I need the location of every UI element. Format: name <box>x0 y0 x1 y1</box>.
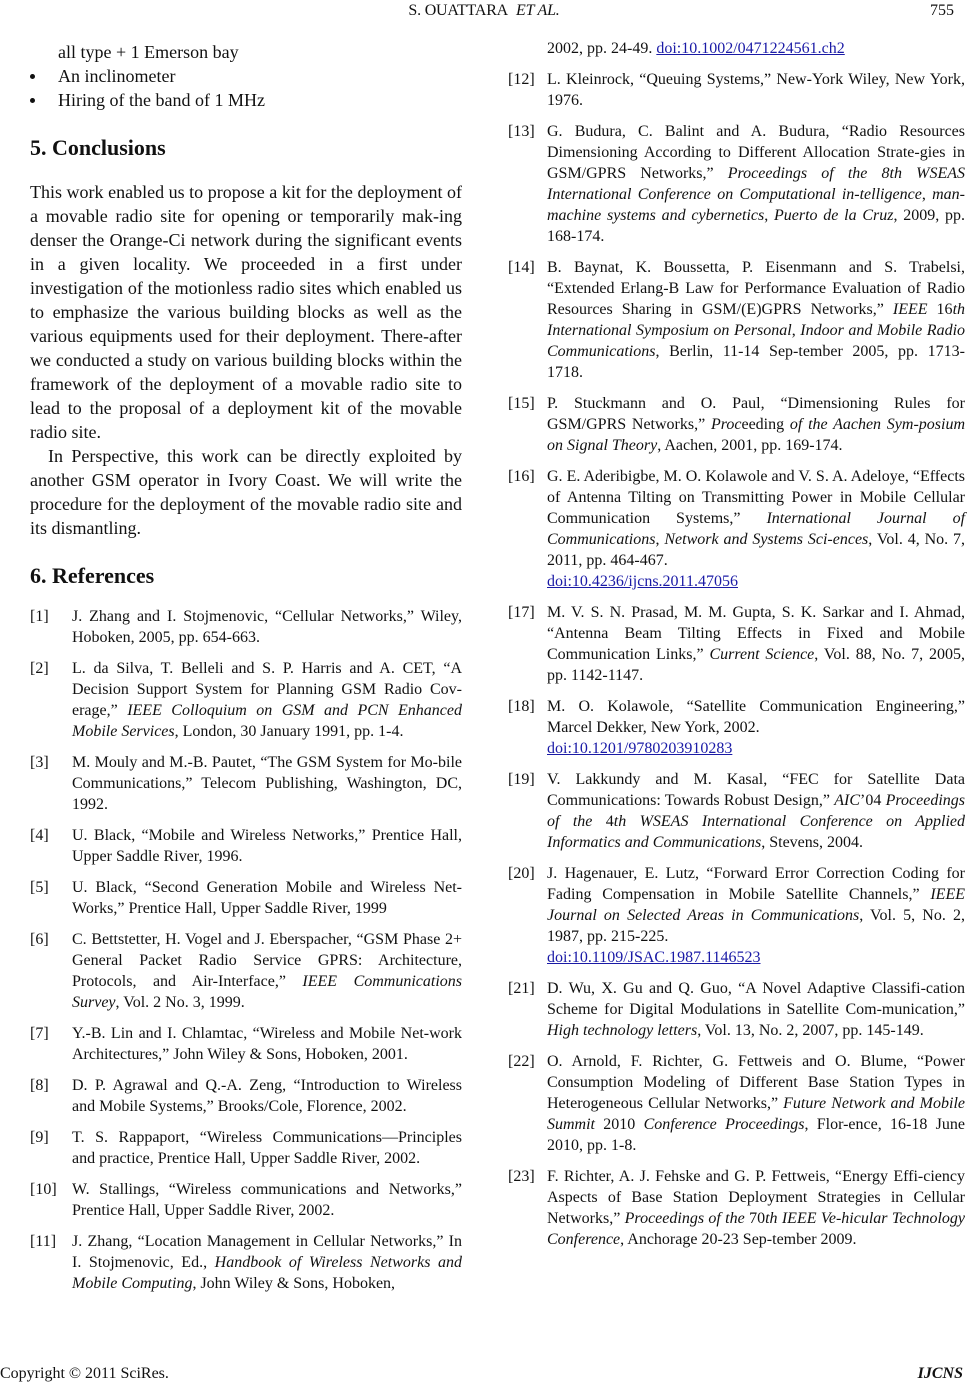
reference-text <box>547 769 965 853</box>
reference-continuation <box>508 38 965 59</box>
reference-number: [10] <box>30 1181 57 1198</box>
reference-italic-text: High technology letters <box>547 1022 698 1039</box>
page-number: 755 <box>930 2 954 19</box>
reference-text <box>72 877 462 919</box>
reference-item <box>508 769 965 853</box>
reference-text <box>547 121 965 247</box>
reference-text-segment: M. O. Kolawole, “Satellite Communication Engineering,” Marcel Dekker, New York, 2002. <box>547 698 965 736</box>
reference-list-right <box>508 38 965 1250</box>
reference-text <box>72 825 462 867</box>
doi-link[interactable]: doi:10.4236/ijcns.2011.47056 <box>547 573 738 590</box>
doi-link[interactable]: doi:10.1002/0471224561.ch2 <box>656 40 845 57</box>
reference-item <box>30 606 462 648</box>
reference-text-segment: , <box>655 531 665 548</box>
reference-text-segment: , <box>791 322 801 339</box>
reference-number: [23] <box>508 1168 535 1185</box>
doi-link[interactable]: doi:10.1109/JSAC.1987.1146523 <box>547 949 761 966</box>
reference-text-segment: 4 <box>605 813 614 830</box>
copyright-notice: Copyright © 2011 SciRes. <box>0 1365 169 1382</box>
reference-number: [1] <box>30 608 49 625</box>
reference-text <box>72 658 462 742</box>
reference-item <box>30 877 462 919</box>
reference-item <box>508 978 965 1041</box>
reference-item <box>508 696 965 759</box>
reference-text-segment: , Vol. 13, No. 2, 2007, pp. 145-149. <box>697 1022 924 1039</box>
reference-text-segment: J. Hagenauer, E. Lutz, “Forward Error Correction Coding for Fading Compensation in Mobile Satellite Channels,” <box>547 865 965 903</box>
reference-italic-text: IEEE Colloquium on GSM and PCN Enhanced Mobile Services <box>72 702 463 740</box>
reference-italic-text: IEEE <box>892 301 928 318</box>
header-author: S. OUATTARA <box>408 2 509 19</box>
reference-text <box>547 1166 965 1250</box>
reference-italic-text: Current Science <box>709 646 815 663</box>
reference-text-segment: , 2009, pp. 168-174. <box>547 207 966 245</box>
reference-number: [17] <box>508 604 535 621</box>
reference-item <box>30 658 462 742</box>
reference-number: [9] <box>30 1129 49 1146</box>
reference-item <box>508 466 965 592</box>
reference-text-segment: , Anchorage 20-23 Sep-tember 2009. <box>620 1231 857 1248</box>
doi-link[interactable]: doi:10.1201/9780203910283 <box>547 740 733 757</box>
reference-item <box>30 1075 462 1117</box>
reference-text <box>547 696 965 759</box>
reference-italic-text: Indoor and Mobile Radio Communications <box>547 322 966 360</box>
reference-italic-text: AIC <box>834 792 861 809</box>
reference-number: [21] <box>508 980 535 997</box>
left-column <box>30 40 462 1304</box>
reference-item <box>508 257 965 383</box>
reference-italic-text: th IEEE Ve-hicular Technology Conference <box>547 1210 966 1248</box>
journal-abbreviation: IJCNS <box>917 1365 963 1382</box>
reference-number: [8] <box>30 1077 49 1094</box>
reference-text-segment: eeding <box>741 416 790 433</box>
reference-text-segment: J. Zhang, “Location Management in Cellular Networks,” In I. Stojmenovic, Ed., <box>72 1233 462 1271</box>
reference-item <box>30 1179 462 1221</box>
equipment-list <box>30 64 462 112</box>
reference-text-segment: B. Baynat, K. Boussetta, P. Eisenmann and S. Trabelsi, “Extended Erlang-B Law for Performance Evaluation of Radio Resources Sharing in GSM/(E)GPRS Networks,” <box>547 259 965 318</box>
bullet-icon <box>30 74 35 79</box>
reference-item <box>508 69 965 111</box>
reference-text <box>72 1231 462 1294</box>
reference-text <box>547 257 965 383</box>
reference-item <box>508 121 965 247</box>
conclusions-paragraph-2: In Perspective, this work can be directly exploited by another GSM operator in Ivory Coast. We will write the procedure for the deployment of the movable radio site and its dismantling. <box>30 446 462 538</box>
reference-text <box>72 1075 462 1117</box>
reference-text-segment: U. Black, “Mobile and Wireless Networks,” Prentice Hall, Upper Saddle River, 1996. <box>72 827 462 865</box>
reference-text-segment: P. Stuckmann and O. Paul, “Dimensioning Rules for GSM/GPRS Networks,” <box>547 395 965 433</box>
reference-text-segment: , Berlin, 11-14 Sep-tember 2005, pp. 1713-1718. <box>547 343 965 381</box>
reference-text-segment: T. S. Rappaport, “Wireless Communications—Principles and practice, Prentice Hall, Upper Saddle River, 2002. <box>72 1129 462 1167</box>
reference-text-segment: , <box>764 207 774 224</box>
reference-text-segment: M. Mouly and M.-B. Pautet, “The GSM System for Mo-bile Communications,” Telecom Publishing, Washington, DC, 1992. <box>72 754 462 813</box>
reference-text-segment: , John Wiley & Sons, Hoboken, <box>192 1275 396 1292</box>
reference-item <box>508 1051 965 1156</box>
reference-italic-text: Proceedings of the <box>624 1210 750 1227</box>
reference-text-segment: D. P. Agrawal and Q.-A. Zeng, “Introduction to Wireless and Mobile Systems,” Brooks/Cole, Florence, 2002. <box>72 1077 462 1115</box>
reference-italic-text: man-machine systems and cybernetics <box>547 186 966 224</box>
reference-text-segment: , Flor-ence, 16-18 June 2010, pp. 1-8. <box>547 1116 966 1154</box>
bullet-icon <box>30 98 35 103</box>
conclusions-paragraph-1: This work enabled us to propose a kit for the deployment of a movable radio site for opening or temporarily mak-ing denser the Orange-Ci network during the significant events in a given locality. We proceeded in a first under investigation of the motionless radio sites which enabled us to emphasize the various building blocks as well as the various equipments used for their deployment. There-after we conducted a study on various building blocks within the framework of the deployment of a movable radio site to lead to the proposal of a deployment kit of the movable radio site. <box>30 182 462 442</box>
reference-text-segment: L. da Silva, T. Belleli and S. P. Harris and A. CET, “A Decision Support System for Planning GSM Radio Cov-erage,” <box>72 660 462 719</box>
reference-text <box>72 752 462 815</box>
reference-text-segment: , Vol. 88, No. 7, 2005, pp. 1142-1147. <box>547 646 966 684</box>
reference-italic-text: Proceedings of the <box>547 792 966 830</box>
reference-number: [14] <box>508 259 535 276</box>
reference-text-segment: , Vol. 5, No. 2, 1987, pp. 215-225. <box>547 907 966 945</box>
list-item: An inclinometer <box>30 64 462 88</box>
reference-item <box>30 752 462 815</box>
reference-item <box>30 1023 462 1065</box>
reference-list-left <box>30 606 462 1294</box>
reference-text-segment: C. Bettstetter, H. Vogel and J. Eberspacher, “GSM Phase 2+ General Packet Radio Service GPRS: Architecture, Protocols, and Air-Interface,” <box>72 931 462 990</box>
reference-item <box>30 1127 462 1169</box>
right-column <box>508 38 965 1260</box>
reference-text-segment: , Vol. 4, No. 7, 2011, pp. 464-467. <box>547 531 966 569</box>
reference-italic-text: Proceedings of the 8th WSEAS International Conference on Computational in-telligence <box>547 165 965 203</box>
reference-item <box>30 825 462 867</box>
reference-item <box>508 1166 965 1250</box>
reference-italic-text: IEEE Communications Survey <box>72 973 463 1011</box>
reference-number: [11] <box>30 1233 57 1250</box>
reference-text-segment: O. Arnold, F. Richter, G. Fettweis and O. Blume, “Power Consumption Modeling of Different Base Station Types in Heterogeneous Cellular Networks,” <box>547 1053 965 1112</box>
reference-text-segment: 2010 <box>595 1116 644 1133</box>
reference-text-segment: W. Stallings, “Wireless communications and Networks,” Prentice Hall, Upper Saddle River, 2002. <box>72 1181 462 1219</box>
reference-text <box>547 1051 965 1156</box>
reference-text-segment: D. Wu, X. Gu and Q. Guo, “A Novel Adaptive Classifi-cation Scheme for Digital Modulations in Satellite Com-munication,” <box>547 980 965 1018</box>
reference-text <box>72 606 462 648</box>
section-heading-references: 6. References <box>30 563 155 588</box>
list-item: Hiring of the band of 1 MHz <box>30 88 462 112</box>
reference-text-segment: , <box>921 186 933 203</box>
reference-number: [7] <box>30 1025 49 1042</box>
reference-text <box>72 1127 462 1169</box>
reference-number: [16] <box>508 468 535 485</box>
reference-text-segment: G. E. Aderibigbe, M. O. Kolawole and V. S. A. Adeloye, “Effects of Antenna Tilting on Transmitting Power in Mobile Cellular Communication Systems,” <box>547 468 965 527</box>
reference-number: [18] <box>508 698 535 715</box>
reference-text <box>547 393 965 456</box>
reference-number: [4] <box>30 827 49 844</box>
reference-number: [2] <box>30 660 49 677</box>
reference-text-segment: G. Budura, C. Balint and A. Budura, “Radio Resources Dimensioning According to Different Allocation Strate-gies in GSM/GPRS Networks,” <box>547 123 965 182</box>
reference-number: [6] <box>30 931 49 948</box>
reference-text <box>547 69 965 111</box>
reference-item <box>508 602 965 686</box>
reference-number: [3] <box>30 754 49 771</box>
reference-text-segment: 16 <box>927 301 953 318</box>
reference-text-segment: V. Lakkundy and M. Kasal, “FEC for Satellite Data Communications: Towards Robust Design,” <box>547 771 965 809</box>
header-authors <box>0 0 968 22</box>
reference-text-segment: U. Black, “Second Generation Mobile and Wireless Net-Works,” Prentice Hall, Upper Saddle River, 1999 <box>72 879 462 917</box>
reference-text <box>547 466 965 592</box>
reference-text <box>72 1023 462 1065</box>
reference-text-segment: L. Kleinrock, “Queuing Systems,” New-York Wiley, New York, 1976. <box>547 71 965 109</box>
reference-text <box>72 929 462 1013</box>
reference-italic-text: Future Network and Mobile Summit <box>547 1095 965 1133</box>
reference-text-segment: 70 <box>749 1210 766 1227</box>
reference-number: [15] <box>508 395 535 412</box>
bullet-continuation: all type + 1 Emerson bay <box>58 42 239 62</box>
reference-italic-text: th International Symposium on Personal <box>547 301 966 339</box>
reference-text-segment: Y.-B. Lin and I. Chlamtac, “Wireless and Mobile Net-work Architectures,” John Wiley & Sons, Hoboken, 2001. <box>72 1025 462 1063</box>
reference-text <box>547 978 965 1041</box>
reference-text <box>547 863 965 968</box>
reference-item <box>30 1231 462 1294</box>
reference-text-segment: F. Richter, A. J. Fehske and G. P. Fettweis, “Energy Effi-ciency Aspects of Base Station Deployment Strategies in Cellular Networks,” <box>547 1168 965 1227</box>
reference-number: [22] <box>508 1053 535 1070</box>
reference-number: [12] <box>508 71 535 88</box>
reference-text-segment: ’04 <box>860 792 886 809</box>
reference-number: [13] <box>508 123 535 140</box>
reference-text-segment: , Aachen, 2001, pp. 169-174. <box>657 437 843 454</box>
reference-italic-text: International Journal of Communications <box>547 510 966 548</box>
reference-italic-text: Network and Systems Sci-ences <box>664 531 869 548</box>
reference-italic-text: IEEE Journal on Selected Areas in Communications <box>547 886 965 924</box>
reference-italic-text: Conference Proceedings <box>643 1116 805 1133</box>
reference-text-segment: , Stevens, 2004. <box>761 834 863 851</box>
header-et-al: ET AL. <box>516 2 560 19</box>
reference-text-segment: M. V. S. N. Prasad, M. M. Gupta, S. K. Sarkar and I. Ahmad, “Antenna Beam Tilting Effects in Fixed and Mobile Communication Links,” <box>547 604 965 663</box>
reference-number: [20] <box>508 865 535 882</box>
reference-text-segment: J. Zhang and I. Stojmenovic, “Cellular Networks,” Wiley, Hoboken, 2005, pp. 654-663. <box>72 608 462 646</box>
reference-item <box>508 393 965 456</box>
reference-italic-text: Puerto de la Cruz <box>773 207 894 224</box>
reference-text-segment: , Vol. 2 No. 3, 1999. <box>115 994 245 1011</box>
reference-item <box>508 863 965 968</box>
reference-italic-text: Handbook of Wireless Networks and Mobile Computing <box>72 1254 463 1292</box>
reference-text-segment: 2002, pp. 24-49. <box>547 40 657 57</box>
reference-text-segment: , London, 30 January 1991, pp. 1-4. <box>174 723 404 740</box>
reference-italic-text: of the Aachen Sym-posium on Signal Theory <box>547 416 966 454</box>
reference-italic-text: Proc <box>710 416 742 433</box>
section-heading-conclusions: 5. Conclusions <box>30 135 166 160</box>
reference-number: [5] <box>30 879 49 896</box>
reference-text <box>72 1179 462 1221</box>
reference-text <box>547 602 965 686</box>
reference-italic-text: th WSEAS International Conference on Applied Informatics and Communications <box>547 813 966 851</box>
reference-number: [19] <box>508 771 535 788</box>
reference-item <box>30 929 462 1013</box>
